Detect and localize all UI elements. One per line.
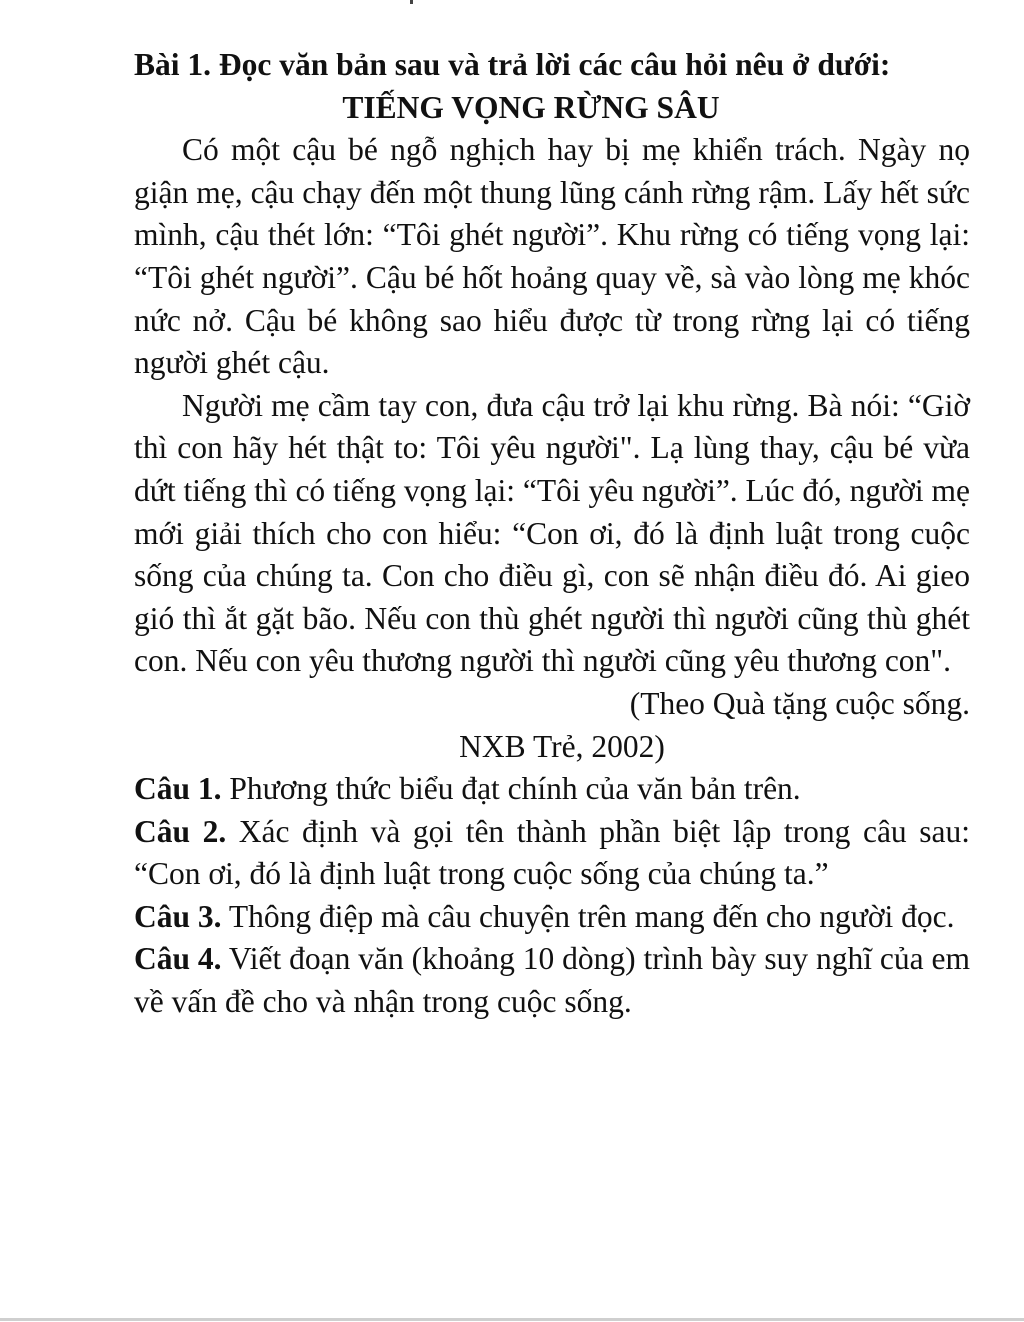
source-citation-line-1: (Theo Quà tặng cuộc sống. (629, 685, 970, 721)
question-2-label: Câu 2. (134, 813, 227, 849)
exercise-label: Bài 1. (134, 47, 212, 82)
question-2 (134, 811, 970, 896)
question-3-label: Câu 3. (134, 898, 222, 934)
page-top-mark (410, 0, 413, 4)
question-1-label: Câu 1. (134, 771, 222, 807)
question-4-label: Câu 4. (134, 941, 222, 977)
question-4-text: Viết đoạn văn (khoảng 10 dòng) trình bày suy nghĩ của em về vấn đề cho và nhận trong cuộc sống. (134, 941, 970, 1020)
question-3 (134, 896, 970, 939)
story-paragraph-1: Có một cậu bé ngỗ nghịch hay bị mẹ khiển trách. Ngày nọ giận mẹ, cậu chạy đến một thung lũng cánh rừng rậm. Lấy hết sức mình, cậu thét lớn: “Tôi ghét người”. Khu rừng có tiếng vọng lại: “Tôi ghét người”. Cậu bé hốt hoảng quay về, sà vào lòng mẹ khóc nức nở. Cậu bé không sao hiểu được từ trong rừng lại có tiếng người ghét cậu. (134, 132, 970, 381)
story-paragraph-2: Người mẹ cầm tay con, đưa cậu trở lại khu rừng. Bà nói: “Giờ thì con hãy hét thật to: Tôi yêu người". Lạ lùng thay, cậu bé vừa dứt tiếng thì có tiếng vọng lại: “Tôi yêu người”. Lúc đó, người mẹ mới giải thích cho con hiểu: “Con ơi, đó là định luật trong cuộc sống của chúng ta. Con cho điều gì, con sẽ nhận điều đó. Ai gieo gió thì ắt gặt bão. Nếu con thù ghét người thì người cũng thù ghét con. Nếu con yêu thương người thì người cũng yêu thương con". (134, 387, 970, 679)
page-bottom-divider (0, 1318, 1024, 1321)
question-4 (134, 938, 970, 1023)
question-2-text: Xác định và gọi tên thành phần biệt lập trong câu sau: “Con ơi, đó là định luật trong cuộc sống của chúng ta.” (134, 813, 970, 892)
story-title: TIẾNG VỌNG RỪNG SÂU (342, 89, 720, 125)
exercise-heading (134, 44, 970, 87)
question-1 (134, 768, 970, 811)
question-3-text: Thông điệp mà câu chuyện trên mang đến cho người đọc. (228, 898, 955, 934)
exercise-instruction: Đọc văn bản sau và trả lời các câu hỏi nêu ở dưới: (218, 47, 891, 82)
source-citation-line-2: NXB Trẻ, 2002) (459, 728, 665, 764)
document-page (134, 44, 970, 1024)
question-1-text: Phương thức biểu đạt chính của văn bản trên. (229, 771, 801, 807)
